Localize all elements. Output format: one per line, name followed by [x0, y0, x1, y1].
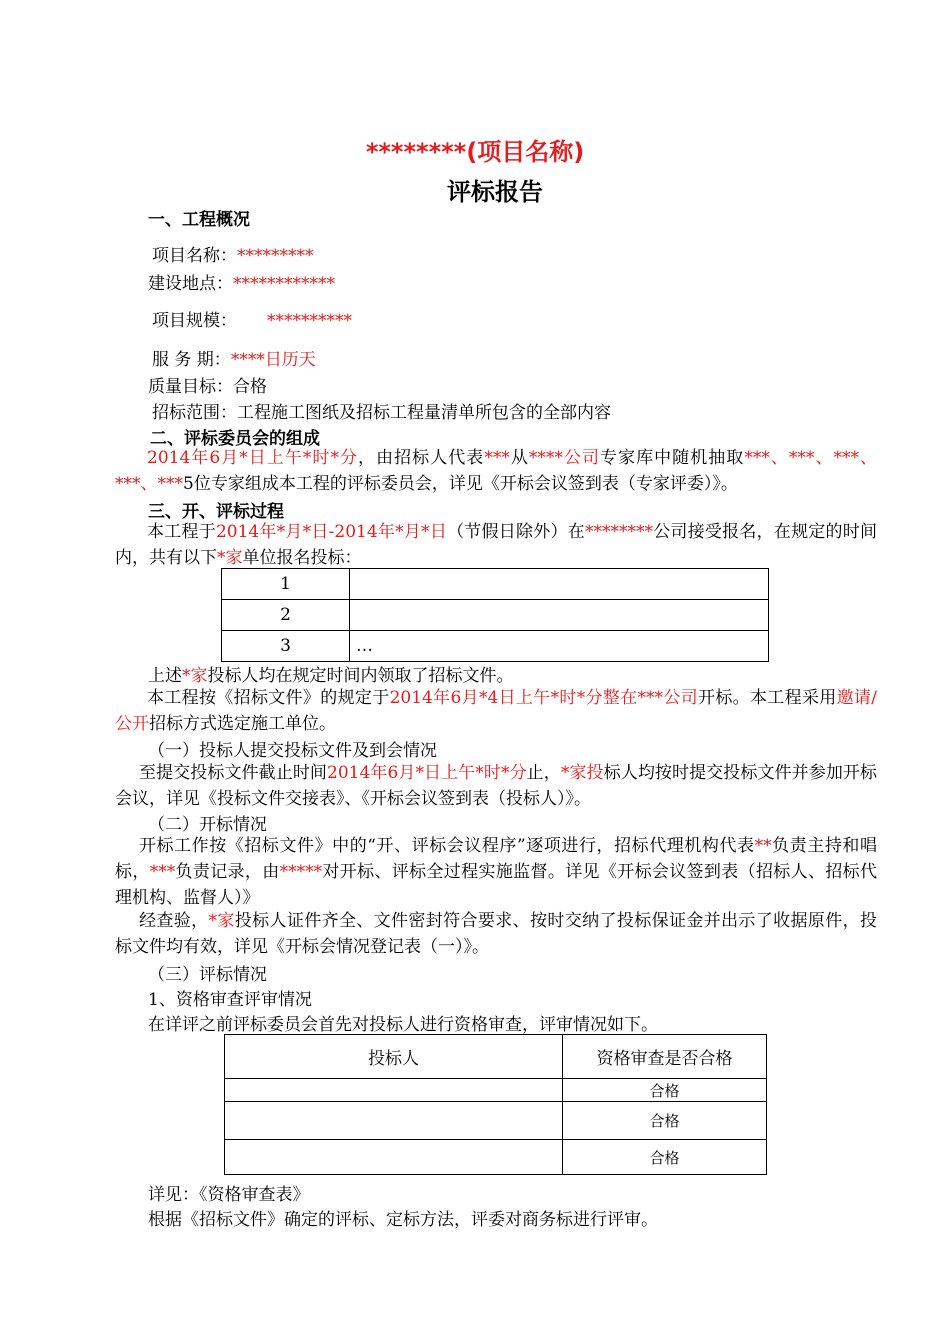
committee-time: 2014年6月*日上午*时*分 [147, 448, 359, 468]
project-name-title: ********(项目名称) [365, 138, 585, 166]
reg-dates: 2014年*月*日-2014年*月*日 [215, 522, 448, 542]
company-name: ****公司 [528, 448, 601, 468]
bidder-no: 2 [222, 600, 350, 631]
expert-names: ***、***、***、***、*** [115, 448, 878, 494]
section1-heading: 一、工程概况 [148, 210, 250, 230]
text: 经查验， [139, 911, 209, 931]
host-name: ** [754, 836, 772, 856]
bidder-cell [225, 1102, 563, 1140]
bidder-cell [225, 1140, 563, 1175]
committee-text: ，由招标人代表 [358, 448, 485, 468]
text: 投标人均在规定时间内领取了招标文件。 [207, 666, 514, 686]
section3-heading: 三、开、评标过程 [148, 502, 284, 522]
scope-row [152, 398, 611, 423]
table-row [222, 600, 769, 631]
col-bidder-header: 投标人 [225, 1035, 563, 1079]
table-row [222, 569, 769, 600]
location-label: 建设地点： [148, 274, 233, 294]
result-cell: 合格 [563, 1102, 767, 1140]
scope-label: 招标范围： [152, 403, 237, 423]
bidder-name: … [350, 631, 769, 662]
quality-value: 合格 [233, 377, 267, 397]
deadline-time: 2014年6月*日上午*时*分 [327, 763, 527, 783]
committee-text: 从 [509, 448, 529, 468]
committee-text: 5位专家组成本工程的评标委员会，详见《开标会议签到表（专家评委）》。 [183, 474, 738, 494]
text: 上述 [148, 666, 182, 686]
text: 投标人证件齐全、文件密封符合要求、按时交纳了投标保证金并出示了收据原件，投标文件均有效，详见《开标会情况登记表（一）》。 [115, 911, 878, 957]
rep-name: *** [484, 448, 510, 468]
bidder-name [350, 569, 769, 600]
section2-heading: 二、评标委员会的组成 [150, 429, 320, 449]
sub2-heading: （二）开标情况 [148, 815, 267, 835]
table-row [222, 631, 769, 662]
location-value: ************ [233, 274, 335, 294]
quality-row [148, 372, 267, 397]
bidder-no: 3 [222, 631, 350, 662]
table-row [225, 1140, 767, 1175]
project-name-label: 项目名称： [152, 246, 237, 266]
submission-paragraph [115, 760, 877, 812]
text: 开标工作按《招标文件》中的“开、评标会议程序”逐项进行，招标代理机构代表 [139, 836, 755, 856]
bidder-count: *家 [208, 911, 235, 931]
bidder-table [221, 568, 769, 662]
sub3-heading: （三）评标情况 [148, 965, 267, 985]
report-title: 评标报告 [447, 178, 543, 206]
period-row [152, 345, 316, 370]
result-cell: 合格 [563, 1140, 767, 1175]
scale-value: ********** [267, 311, 352, 331]
table-row [225, 1079, 767, 1102]
period-value: ****日历天 [230, 350, 316, 370]
result-cell: 合格 [563, 1079, 767, 1102]
recorder-name: *** [149, 862, 176, 882]
supervisor-name: ***** [279, 862, 323, 882]
text: 标人均按时提交投标文件并参加开标会议，详见《投标文件交接表》、《开标会议签到表（投标人）》。 [115, 763, 878, 809]
reg-count: *家 [217, 548, 243, 568]
commercial-review-line: 根据《招标文件》确定的评标、定标方法，评委对商务标进行评审。 [148, 1210, 658, 1230]
committee-text: 专家库中随机抽取 [600, 448, 745, 468]
sub1-heading: （一）投标人提交投标文件及到会情况 [148, 741, 437, 761]
text: 至提交投标文件截止时间 [139, 763, 327, 783]
received-docs-line [148, 661, 514, 686]
see-also-line: 详见：《资格审查表》 [148, 1185, 310, 1205]
reg-text: 本工程于 [147, 522, 216, 542]
opening-paragraph [115, 685, 877, 737]
bidder-name [350, 600, 769, 631]
section2-paragraph [115, 445, 877, 497]
text: 负责记录，由 [175, 862, 280, 882]
registration-paragraph [115, 519, 877, 571]
verification-paragraph [115, 908, 877, 960]
period-label: 服 务 期： [152, 350, 231, 370]
reg-text: （节假日除外）在 [447, 522, 585, 542]
reg-company: ******** [584, 522, 653, 542]
location-row [148, 269, 335, 294]
reg-text: 单位报名投标： [242, 548, 362, 568]
text: 本工程按《招标文件》的规定于 [147, 688, 390, 708]
bidder-count: *家投 [560, 763, 604, 783]
opening-status-paragraph [115, 833, 877, 911]
sub3-1-heading: 1、资格审查评审情况 [148, 990, 312, 1010]
text: 开标。本工程采用 [698, 688, 837, 708]
bidder-no: 1 [222, 569, 350, 600]
text: 招标方式选定施工单位。 [149, 714, 336, 734]
reg-text: 公司接受报名，在规定的时间内，共有以下 [115, 522, 878, 568]
quality-label: 质量目标： [148, 377, 233, 397]
qualification-intro: 在详评之前评标委员会首先对投标人进行资格审查，评审情况如下。 [148, 1015, 658, 1035]
bidder-count: *家 [182, 666, 208, 686]
text: 对开标、评标全过程实施监督。详见《开标会议签到表（招标人、招标代理机构、监督人）》 [115, 862, 878, 908]
scale-label: 项目规模： [152, 311, 237, 331]
table-row [225, 1102, 767, 1140]
scope-value: 工程施工图纸及招标工程量清单所包含的全部内容 [237, 403, 611, 423]
bidder-cell [225, 1079, 563, 1102]
bid-method: 邀请/公开 [115, 688, 877, 734]
text: 负责主持和唱标， [115, 836, 877, 882]
table-header-row [225, 1035, 767, 1079]
opening-time: 2014年6月*4日上午*时*分整在***公司 [389, 688, 698, 708]
text: 止， [526, 763, 561, 783]
scale-row [152, 306, 352, 331]
project-name-row [152, 241, 314, 266]
project-name-value: ********* [237, 246, 314, 266]
qualification-table [224, 1034, 767, 1175]
col-result-header: 资格审查是否合格 [563, 1035, 767, 1079]
